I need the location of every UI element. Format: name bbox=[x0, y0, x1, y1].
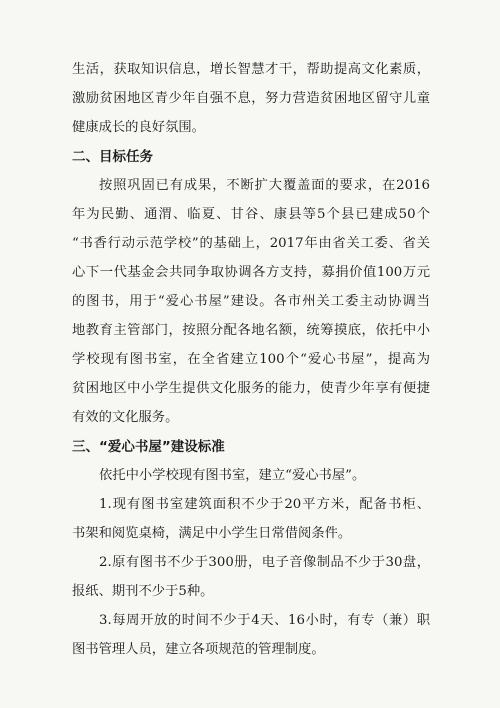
body-line: 地教育主管部门，按照分配各地名额，统筹摸底，依托中小 bbox=[72, 323, 430, 338]
body-line: 激励贫困地区青少年自强不息，努力营造贫困地区留守儿童 bbox=[72, 91, 430, 106]
body-line: 年为民勤、通渭、临夏、甘谷、康县等5个县已建成50个 bbox=[72, 207, 430, 222]
body-line: 按照巩固已有成果，不断扩大覆盖面的要求，在2016 bbox=[99, 178, 430, 193]
body-line: “书香行动示范学校”的基础上，2017年由省关工委、省关 bbox=[72, 236, 430, 251]
body-line: 心下一代基金会共同争取协调各方支持，募捐价值100万元 bbox=[72, 265, 430, 280]
body-line: 学校现有图书室，在全省建立100个“爱心书屋”，提高为 bbox=[72, 352, 430, 367]
body-line: 生活，获取知识信息，增长智慧才干，帮助提高文化素质， bbox=[72, 62, 430, 77]
body-line: 2.原有图书不少于300册，电子音像制品不少于30盘， bbox=[99, 555, 430, 570]
body-line: 的图书，用于“爱心书屋”建设。各市州关工委主动协调当 bbox=[72, 294, 430, 309]
body-line: 图书管理人员，建立各项规范的管理制度。 bbox=[72, 642, 325, 657]
section-heading-3: 三、“爱心书屋”建设标准 bbox=[72, 439, 225, 455]
body-line: 依托中小学校现有图书室，建立“爱心书屋”。 bbox=[99, 468, 366, 483]
body-line: 贫困地区中小学生提供文化服务的能力，使青少年享有便捷 bbox=[72, 381, 430, 396]
body-line: 有效的文化服务。 bbox=[72, 410, 179, 425]
section-heading-2: 二、目标任务 bbox=[72, 149, 153, 165]
body-line: 健康成长的良好氛围。 bbox=[72, 120, 205, 135]
body-line: 3.每周开放的时间不少于4天、16小时，有专（兼）职 bbox=[99, 613, 430, 628]
body-line: 书架和阅览桌椅，满足中小学生日常借阅条件。 bbox=[72, 526, 352, 541]
body-line: 1.现有图书室建筑面积不少于20平方米，配备书柜、 bbox=[99, 497, 430, 512]
body-line: 报纸、期刊不少于5种。 bbox=[72, 584, 214, 599]
